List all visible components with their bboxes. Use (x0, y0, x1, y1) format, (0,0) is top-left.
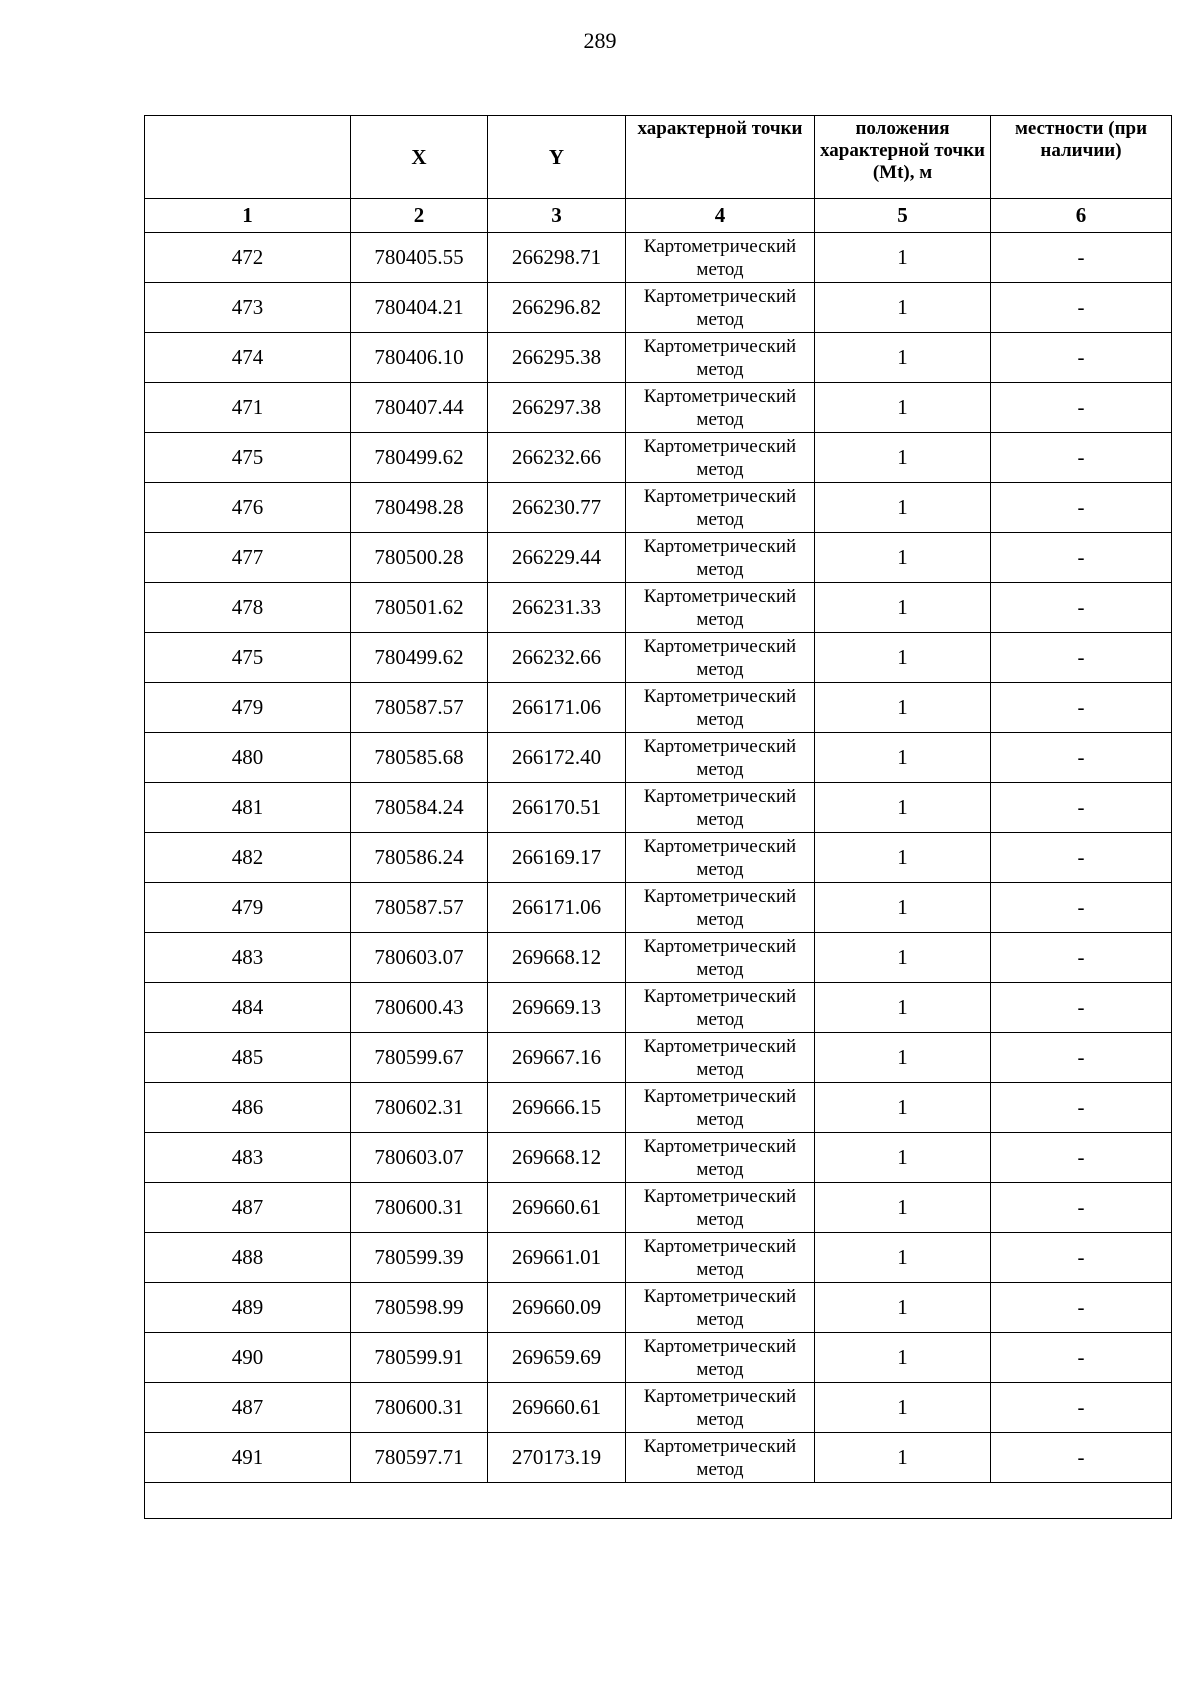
cell-x: 780599.67 (351, 1033, 488, 1083)
cell-description: - (991, 1333, 1172, 1383)
cell-description: - (991, 683, 1172, 733)
cell-y: 269660.61 (488, 1183, 626, 1233)
cell-description: - (991, 1083, 1172, 1133)
cell-accuracy: 1 (815, 1383, 991, 1433)
method-line: метод (696, 258, 744, 280)
cell-accuracy: 1 (815, 783, 991, 833)
cell-point: 488 (145, 1233, 351, 1283)
column-number: 4 (626, 199, 815, 233)
method-line: Картометрический (643, 735, 797, 757)
cell-method (626, 983, 815, 1033)
cell-method (626, 883, 815, 933)
cell-description: - (991, 883, 1172, 933)
cell-accuracy: 1 (815, 1133, 991, 1183)
cell-point: 481 (145, 783, 351, 833)
cell-description: - (991, 333, 1172, 383)
cell-point: 472 (145, 233, 351, 283)
method-line: метод (696, 858, 744, 880)
cell-method (626, 433, 815, 483)
method-line: Картометрический (643, 1085, 797, 1107)
cell-x: 780603.07 (351, 933, 488, 983)
cell-method (626, 333, 815, 383)
table-row (145, 733, 1172, 783)
cell-description: - (991, 233, 1172, 283)
method-line: Картометрический (643, 635, 797, 657)
table-row (145, 433, 1172, 483)
cell-x: 780600.31 (351, 1183, 488, 1233)
cell-y: 266229.44 (488, 533, 626, 583)
method-line: Картометрический (643, 235, 797, 257)
cell-description: - (991, 1133, 1172, 1183)
method-line: метод (696, 1358, 744, 1380)
cell-point: 487 (145, 1183, 351, 1233)
cell-accuracy: 1 (815, 1233, 991, 1283)
method-line: Картометрический (643, 1285, 797, 1307)
cell-y: 269668.12 (488, 933, 626, 983)
cell-point: 483 (145, 1133, 351, 1183)
cell-x: 780600.43 (351, 983, 488, 1033)
cell-method (626, 483, 815, 533)
table-row (145, 533, 1172, 583)
cell-accuracy: 1 (815, 1433, 991, 1483)
method-line: метод (696, 508, 744, 530)
cell-description: - (991, 283, 1172, 333)
cell-accuracy: 1 (815, 233, 991, 283)
cell-point: 479 (145, 683, 351, 733)
cell-y: 269667.16 (488, 1033, 626, 1083)
cell-accuracy: 1 (815, 933, 991, 983)
method-line: Картометрический (643, 335, 797, 357)
cell-y: 269669.13 (488, 983, 626, 1033)
table-header-row (145, 116, 1172, 199)
cell-method (626, 833, 815, 883)
method-line: метод (696, 408, 744, 430)
cell-x: 780407.44 (351, 383, 488, 433)
cell-x: 780603.07 (351, 1133, 488, 1183)
method-line: метод (696, 758, 744, 780)
table-row (145, 1083, 1172, 1133)
cell-point: 482 (145, 833, 351, 883)
cell-method (626, 683, 815, 733)
table-row (145, 1283, 1172, 1333)
method-line: Картометрический (643, 385, 797, 407)
table-row (145, 483, 1172, 533)
cell-point: 486 (145, 1083, 351, 1133)
method-line: метод (696, 1308, 744, 1330)
header-accuracy: положения характерной точки (Mt), м (815, 116, 991, 199)
table-row (145, 883, 1172, 933)
column-number: 5 (815, 199, 991, 233)
cell-y: 266295.38 (488, 333, 626, 383)
cell-accuracy: 1 (815, 283, 991, 333)
cell-description: - (991, 483, 1172, 533)
cell-method (626, 1183, 815, 1233)
cell-point: 485 (145, 1033, 351, 1083)
table-row (145, 383, 1172, 433)
method-line: метод (696, 1158, 744, 1180)
method-line: метод (696, 1458, 744, 1480)
method-line: Картометрический (643, 1435, 797, 1457)
cell-point: 478 (145, 583, 351, 633)
column-number: 1 (145, 199, 351, 233)
cell-description: - (991, 583, 1172, 633)
cell-y: 266170.51 (488, 783, 626, 833)
method-line: метод (696, 1258, 744, 1280)
cell-x: 780406.10 (351, 333, 488, 383)
table-row (145, 1183, 1172, 1233)
table-row (145, 283, 1172, 333)
cell-x: 780501.62 (351, 583, 488, 633)
table-body (145, 233, 1172, 1483)
method-line: метод (696, 358, 744, 380)
table-row (145, 933, 1172, 983)
cell-description: - (991, 933, 1172, 983)
cell-point: 487 (145, 1383, 351, 1433)
cell-y: 269659.69 (488, 1333, 626, 1383)
cell-method (626, 1233, 815, 1283)
cell-y: 266297.38 (488, 383, 626, 433)
cell-accuracy: 1 (815, 1283, 991, 1333)
method-line: Картометрический (643, 935, 797, 957)
cell-method (626, 583, 815, 633)
cell-point: 491 (145, 1433, 351, 1483)
cell-method (626, 1333, 815, 1383)
cell-description: - (991, 1033, 1172, 1083)
empty-footer-row (145, 1483, 1172, 1519)
empty-footer-cell (145, 1483, 1172, 1519)
cell-x: 780404.21 (351, 283, 488, 333)
cell-method (626, 733, 815, 783)
cell-y: 266230.77 (488, 483, 626, 533)
table-row (145, 1233, 1172, 1283)
method-line: Картометрический (643, 1385, 797, 1407)
table-row (145, 583, 1172, 633)
method-line: метод (696, 1408, 744, 1430)
header-description: местности (при наличии) (991, 116, 1172, 199)
cell-accuracy: 1 (815, 583, 991, 633)
cell-accuracy: 1 (815, 333, 991, 383)
table-row (145, 233, 1172, 283)
method-line: метод (696, 1208, 744, 1230)
cell-y: 266172.40 (488, 733, 626, 783)
cell-y: 269660.09 (488, 1283, 626, 1333)
cell-point: 479 (145, 883, 351, 933)
method-line: метод (696, 1108, 744, 1130)
column-number: 3 (488, 199, 626, 233)
cell-point: 477 (145, 533, 351, 583)
table-row (145, 333, 1172, 383)
method-line: метод (696, 658, 744, 680)
method-line: Картометрический (643, 1235, 797, 1257)
method-line: метод (696, 458, 744, 480)
cell-description: - (991, 433, 1172, 483)
method-line: метод (696, 808, 744, 830)
cell-description: - (991, 1283, 1172, 1333)
table-row (145, 1033, 1172, 1083)
cell-description: - (991, 533, 1172, 583)
cell-point: 475 (145, 633, 351, 683)
table-row (145, 833, 1172, 883)
method-line: метод (696, 308, 744, 330)
cell-method (626, 1283, 815, 1333)
cell-method (626, 283, 815, 333)
header-x: X (351, 116, 488, 199)
method-line: Картометрический (643, 785, 797, 807)
cell-description: - (991, 1233, 1172, 1283)
cell-x: 780587.57 (351, 683, 488, 733)
cell-x: 780602.31 (351, 1083, 488, 1133)
cell-y: 266171.06 (488, 683, 626, 733)
cell-point: 475 (145, 433, 351, 483)
method-line: Картометрический (643, 985, 797, 1007)
column-number: 2 (351, 199, 488, 233)
cell-method (626, 1033, 815, 1083)
cell-y: 270173.19 (488, 1433, 626, 1483)
cell-x: 780498.28 (351, 483, 488, 533)
cell-accuracy: 1 (815, 883, 991, 933)
cell-method (626, 233, 815, 283)
cell-method (626, 1383, 815, 1433)
method-line: Картометрический (643, 1335, 797, 1357)
cell-method (626, 1433, 815, 1483)
cell-x: 780598.99 (351, 1283, 488, 1333)
method-line: Картометрический (643, 485, 797, 507)
cell-point: 483 (145, 933, 351, 983)
cell-point: 489 (145, 1283, 351, 1333)
cell-accuracy: 1 (815, 983, 991, 1033)
cell-x: 780599.39 (351, 1233, 488, 1283)
cell-description: - (991, 983, 1172, 1033)
table-row (145, 1433, 1172, 1483)
header-point (145, 116, 351, 199)
method-line: метод (696, 608, 744, 630)
method-line: Картометрический (643, 535, 797, 557)
cell-y: 269660.61 (488, 1383, 626, 1433)
table-row (145, 1383, 1172, 1433)
cell-y: 266231.33 (488, 583, 626, 633)
cell-accuracy: 1 (815, 633, 991, 683)
cell-point: 480 (145, 733, 351, 783)
page-number: 289 (583, 28, 617, 53)
method-line: Картометрический (643, 435, 797, 457)
cell-x: 780584.24 (351, 783, 488, 833)
cell-accuracy: 1 (815, 1083, 991, 1133)
cell-description: - (991, 383, 1172, 433)
method-line: метод (696, 708, 744, 730)
table-row (145, 683, 1172, 733)
table-row (145, 783, 1172, 833)
cell-description: - (991, 733, 1172, 783)
cell-description: - (991, 833, 1172, 883)
cell-accuracy: 1 (815, 483, 991, 533)
cell-x: 780587.57 (351, 883, 488, 933)
cell-point: 484 (145, 983, 351, 1033)
header-y: Y (488, 116, 626, 199)
cell-accuracy: 1 (815, 833, 991, 883)
header-method: характерной точки (626, 116, 815, 199)
method-line: метод (696, 958, 744, 980)
cell-accuracy: 1 (815, 533, 991, 583)
cell-method (626, 383, 815, 433)
cell-accuracy: 1 (815, 433, 991, 483)
cell-accuracy: 1 (815, 383, 991, 433)
method-line: Картометрический (643, 285, 797, 307)
method-line: Картометрический (643, 885, 797, 907)
cell-y: 266296.82 (488, 283, 626, 333)
cell-y: 269661.01 (488, 1233, 626, 1283)
cell-x: 780500.28 (351, 533, 488, 583)
cell-accuracy: 1 (815, 1183, 991, 1233)
method-line: Картометрический (643, 835, 797, 857)
cell-accuracy: 1 (815, 733, 991, 783)
cell-y: 266232.66 (488, 433, 626, 483)
method-line: Картометрический (643, 1135, 797, 1157)
method-line: метод (696, 1008, 744, 1030)
cell-y: 266298.71 (488, 233, 626, 283)
cell-method (626, 933, 815, 983)
cell-x: 780597.71 (351, 1433, 488, 1483)
cell-x: 780585.68 (351, 733, 488, 783)
cell-description: - (991, 1433, 1172, 1483)
cell-description: - (991, 633, 1172, 683)
method-line: метод (696, 908, 744, 930)
method-line: Картометрический (643, 685, 797, 707)
cell-point: 473 (145, 283, 351, 333)
cell-y: 266169.17 (488, 833, 626, 883)
cell-method (626, 533, 815, 583)
cell-accuracy: 1 (815, 1333, 991, 1383)
cell-x: 780586.24 (351, 833, 488, 883)
cell-point: 471 (145, 383, 351, 433)
cell-y: 266171.06 (488, 883, 626, 933)
cell-y: 269666.15 (488, 1083, 626, 1133)
cell-x: 780405.55 (351, 233, 488, 283)
cell-y: 269668.12 (488, 1133, 626, 1183)
table-row (145, 633, 1172, 683)
cell-accuracy: 1 (815, 683, 991, 733)
method-line: Картометрический (643, 585, 797, 607)
cell-point: 474 (145, 333, 351, 383)
table-row (145, 1333, 1172, 1383)
cell-description: - (991, 783, 1172, 833)
cell-method (626, 633, 815, 683)
cell-x: 780499.62 (351, 433, 488, 483)
method-line: метод (696, 558, 744, 580)
coordinates-table (144, 115, 1172, 1519)
cell-method (626, 783, 815, 833)
cell-method (626, 1083, 815, 1133)
cell-point: 476 (145, 483, 351, 533)
cell-point: 490 (145, 1333, 351, 1383)
table-row (145, 1133, 1172, 1183)
cell-y: 266232.66 (488, 633, 626, 683)
cell-x: 780600.31 (351, 1383, 488, 1433)
cell-method (626, 1133, 815, 1183)
table-row (145, 983, 1172, 1033)
cell-description: - (991, 1183, 1172, 1233)
column-number-row (145, 199, 1172, 233)
method-line: Картометрический (643, 1185, 797, 1207)
method-line: метод (696, 1058, 744, 1080)
cell-description: - (991, 1383, 1172, 1433)
method-line: Картометрический (643, 1035, 797, 1057)
cell-x: 780499.62 (351, 633, 488, 683)
cell-accuracy: 1 (815, 1033, 991, 1083)
cell-x: 780599.91 (351, 1333, 488, 1383)
column-number: 6 (991, 199, 1172, 233)
